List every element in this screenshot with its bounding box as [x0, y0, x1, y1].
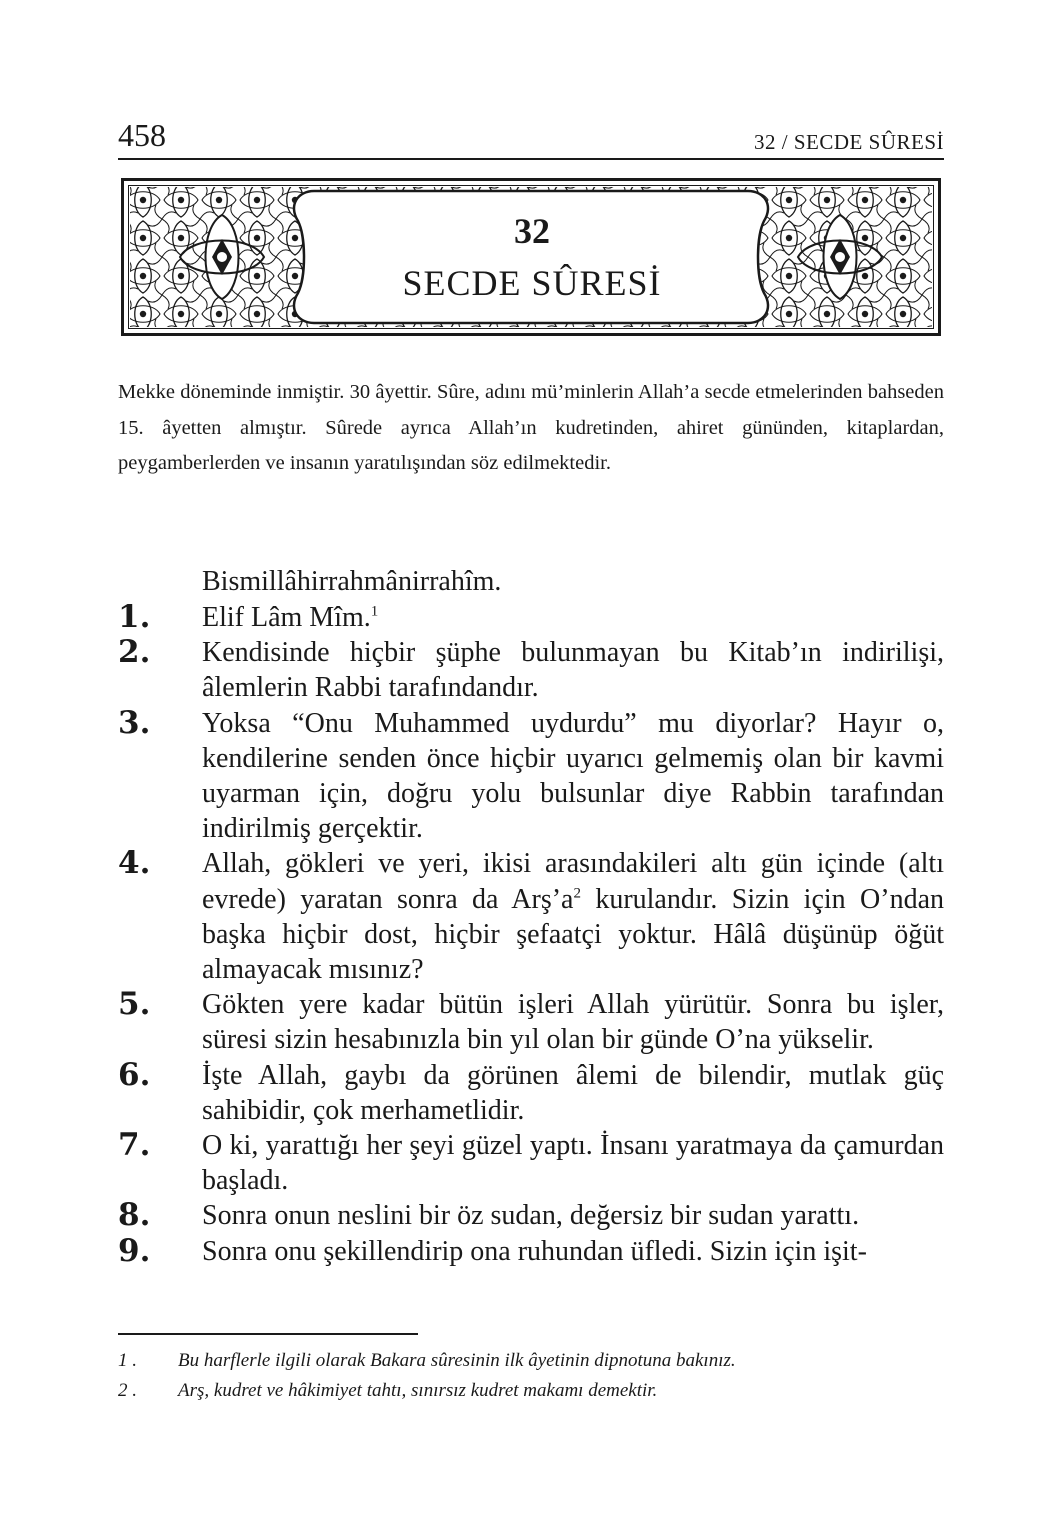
verse-text	[202, 600, 944, 635]
page-number: 458	[118, 117, 166, 153]
verse-text: Gökten yere kadar bütün işleri Allah yürütür. Sonra bu işler, süresi sizin hesabınızla bin yıl olan bir günde O’na yükselir.	[202, 989, 944, 1056]
verse-list	[118, 564, 944, 1269]
footnote-divider	[118, 1333, 418, 1335]
running-head: 32 / SECDE SÛRESİ	[754, 130, 944, 154]
verse-text: O ki, yarattığı her şeyi güzel yaptı. İnsanı yaratmaya da çamurdan başladı.	[202, 1130, 944, 1197]
verse-number: 5.	[118, 986, 151, 1023]
verse-text: Sonra onun neslini bir öz sudan, değersiz bir sudan yarattı.	[202, 1200, 860, 1232]
verse-5	[118, 987, 944, 1057]
surah-name: SECDE SÛRESİ	[402, 263, 662, 303]
verse-number: 9.	[118, 1232, 151, 1269]
footnote-1	[118, 1346, 944, 1376]
verse-4	[118, 846, 944, 987]
verse-text: Yoksa “Onu Muhammed uydurdu” mu diyorlar? Hayır o, kendilerine senden önce hiçbir uyarıcı gelmemiş olan bir kavmi uyarman için, doğru yolu bulsunlar diye Rabbin tarafından indirilmiş gerçektir.	[202, 707, 944, 845]
verse-text-body: Elif Lâm Mîm.	[202, 602, 371, 633]
verse-9	[118, 1234, 944, 1269]
verse-text: Sonra onu şekillendirip ona ruhundan üfledi. Sizin için işit-	[202, 1235, 867, 1267]
basmala: Bismillâhirrahmânirrahîm.	[202, 566, 502, 597]
verse-number: 6.	[118, 1056, 151, 1093]
verse-2	[118, 635, 944, 705]
footnote-number: 2 .	[118, 1380, 137, 1401]
verse-3	[118, 706, 944, 847]
verse-8	[118, 1198, 944, 1233]
verse-text: İşte Allah, gaybı da görünen âlemi de bilendir, mutlak güç sahibidir, çok merhametlidir.	[202, 1059, 944, 1126]
verse-text: Kendisinde hiçbir şüphe bulunmayan bu Kitab’ın indirilişi, âlemlerin Rabbi tarafındandır.	[202, 637, 944, 704]
verse-text	[202, 846, 944, 987]
footnote-number: 1 .	[118, 1350, 137, 1371]
verse-number: 8.	[118, 1197, 151, 1234]
footnote-text: Arş, kudret ve hâkimiyet tahtı, sınırsız kudret makamı demektir.	[178, 1380, 658, 1401]
footnote-marker: 1	[370, 603, 379, 620]
verse-7	[118, 1128, 944, 1198]
surah-title-banner	[121, 178, 941, 336]
surah-introduction: Mekke döneminde inmiştir. 30 âyettir. Sûre, adını mü’minlerin Allah’a secde etmelerinden bahseden 15. âyetten almıştır. Sûrede ayrıca Allah’ın kudretinden, ahiret gününden, kitaplardan, peygamberlerden ve insanın yaratılışından söz edilmektedir.	[118, 381, 944, 474]
verse-text-part-a: Allah, gökleri ve yeri, ikisi arasındakileri altı gün içinde (altı evrede) yaratan sonra da Arş’a	[202, 848, 944, 915]
verse-number: 7.	[118, 1127, 151, 1164]
footnote-2	[118, 1376, 944, 1406]
verse-number: 4.	[118, 845, 151, 882]
verse-number: 2.	[118, 634, 151, 671]
footnotes	[118, 1346, 944, 1406]
verse-1	[118, 600, 944, 635]
verse-number: 1.	[118, 599, 151, 635]
page-header	[118, 116, 944, 160]
surah-number: 32	[514, 211, 550, 251]
footnote-marker: 2	[573, 885, 581, 902]
verse-text-part-b: kurulandır. Sizin için O’ndan başka hiçbir dost, hiçbir şefaatçi yoktur. Hâlâ düşünüp öğüt almayacak mısınız?	[202, 883, 944, 986]
verse-6	[118, 1058, 944, 1128]
title-cartouche	[314, 186, 750, 328]
verse-number: 3.	[118, 704, 151, 741]
footnote-text: Bu harflerle ilgili olarak Bakara sûresinin ilk âyetinin dipnotuna bakınız.	[178, 1350, 736, 1371]
